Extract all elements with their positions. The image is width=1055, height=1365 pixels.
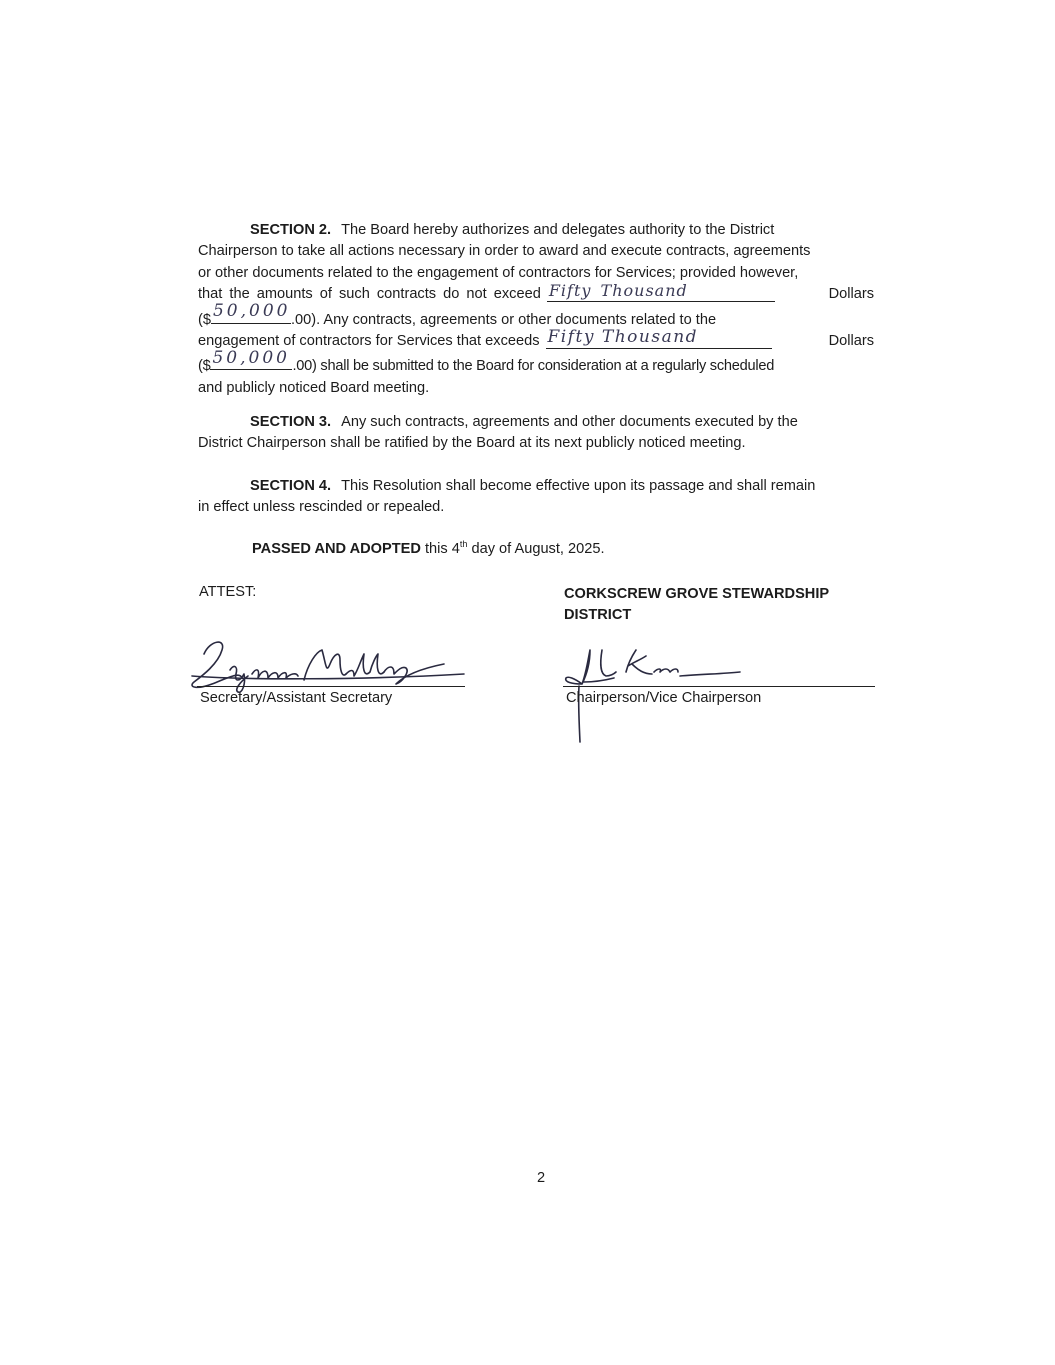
section-2-text-6: engagement of contractors for Services that exceeds — [198, 333, 540, 350]
section-2-text-5: .00). Any contracts, agreements or other documents related to the — [290, 311, 717, 328]
section-2-text-1: The Board hereby authorizes and delegates authority to the District — [341, 222, 775, 238]
section-2-text-3: or other documents related to the engagement of contractors for Services; provided however, — [198, 264, 799, 281]
section-2-text-7: .00) shall be submitted to the Board for consideration at a regularly scheduled — [292, 358, 775, 375]
secretary-signature — [182, 634, 472, 694]
district-name-line-2: DISTRICT — [564, 607, 632, 623]
section-2-line-5 — [198, 301, 874, 331]
dollar-sign-2: ($ — [198, 358, 211, 375]
section-4-heading: SECTION 4. — [250, 478, 332, 494]
section-4-text-1: This Resolution shall become effective upon its passage and shall remain — [341, 478, 816, 494]
passed-label: PASSED AND ADOPTED — [252, 541, 421, 557]
district-name — [564, 584, 829, 626]
amount-words-handwritten-2: Fifty Thousand — [547, 326, 699, 347]
amount-figure-handwritten-2: 50,000 — [212, 348, 290, 369]
amount-figure-field-1 — [211, 301, 291, 324]
chairperson-title: Chairperson/Vice Chairperson — [566, 690, 762, 706]
section-2-text-2: Chairperson to take all actions necessary in order to award and execute contracts, agreements — [198, 243, 811, 260]
page-number: 2 — [537, 1170, 546, 1186]
section-2-text-4: that the amounts of such contracts do not exceed — [198, 286, 541, 303]
section-2-line-6 — [198, 326, 874, 352]
section-2-line-7 — [198, 348, 874, 377]
section-4-line-1 — [198, 476, 874, 497]
section-2-line-1 — [198, 220, 874, 241]
section-2-line-8: and publicly noticed Board meeting. — [198, 379, 430, 396]
dollars-label-2: Dollars — [828, 333, 874, 350]
section-4 — [198, 476, 874, 519]
section-3-text-1: Any such contracts, agreements and other documents executed by the — [341, 414, 798, 430]
passed-superscript: th — [459, 539, 468, 549]
section-2 — [198, 220, 874, 399]
secretary-signature-line — [197, 686, 465, 687]
dollars-label-1: Dollars — [828, 286, 874, 303]
amount-figure-handwritten-1: 50,000 — [212, 301, 291, 322]
section-2-line-2 — [198, 241, 874, 262]
district-name-line-1: CORKSCREW GROVE STEWARDSHIP — [564, 586, 830, 602]
section-3 — [198, 412, 874, 455]
section-2-heading: SECTION 2. — [250, 222, 332, 238]
amount-words-field-1 — [547, 280, 775, 302]
secretary-title: Secretary/Assistant Secretary — [200, 690, 393, 706]
section-2-line-4 — [198, 280, 874, 305]
section-3-heading: SECTION 3. — [250, 414, 332, 430]
section-3-line-1 — [198, 412, 874, 433]
passed-text-before: this 4 — [425, 541, 460, 557]
section-4-line-2: in effect unless rescinded or repealed. — [198, 499, 445, 516]
passed-text-after: day of August, 2025. — [471, 541, 605, 557]
section-3-line-2: District Chairperson shall be ratified by the Board at its next publicly noticed meeting. — [198, 435, 746, 452]
amount-words-handwritten-1: Fifty Thousand — [548, 280, 688, 300]
section-2-line-3 — [198, 263, 874, 284]
attest-label: ATTEST: — [199, 584, 257, 600]
amount-words-field-2 — [546, 326, 772, 349]
dollar-sign-1: ($ — [198, 311, 211, 328]
chairperson-signature-line — [563, 686, 875, 687]
amount-figure-field-2 — [210, 348, 292, 370]
passed-and-adopted — [252, 541, 605, 557]
